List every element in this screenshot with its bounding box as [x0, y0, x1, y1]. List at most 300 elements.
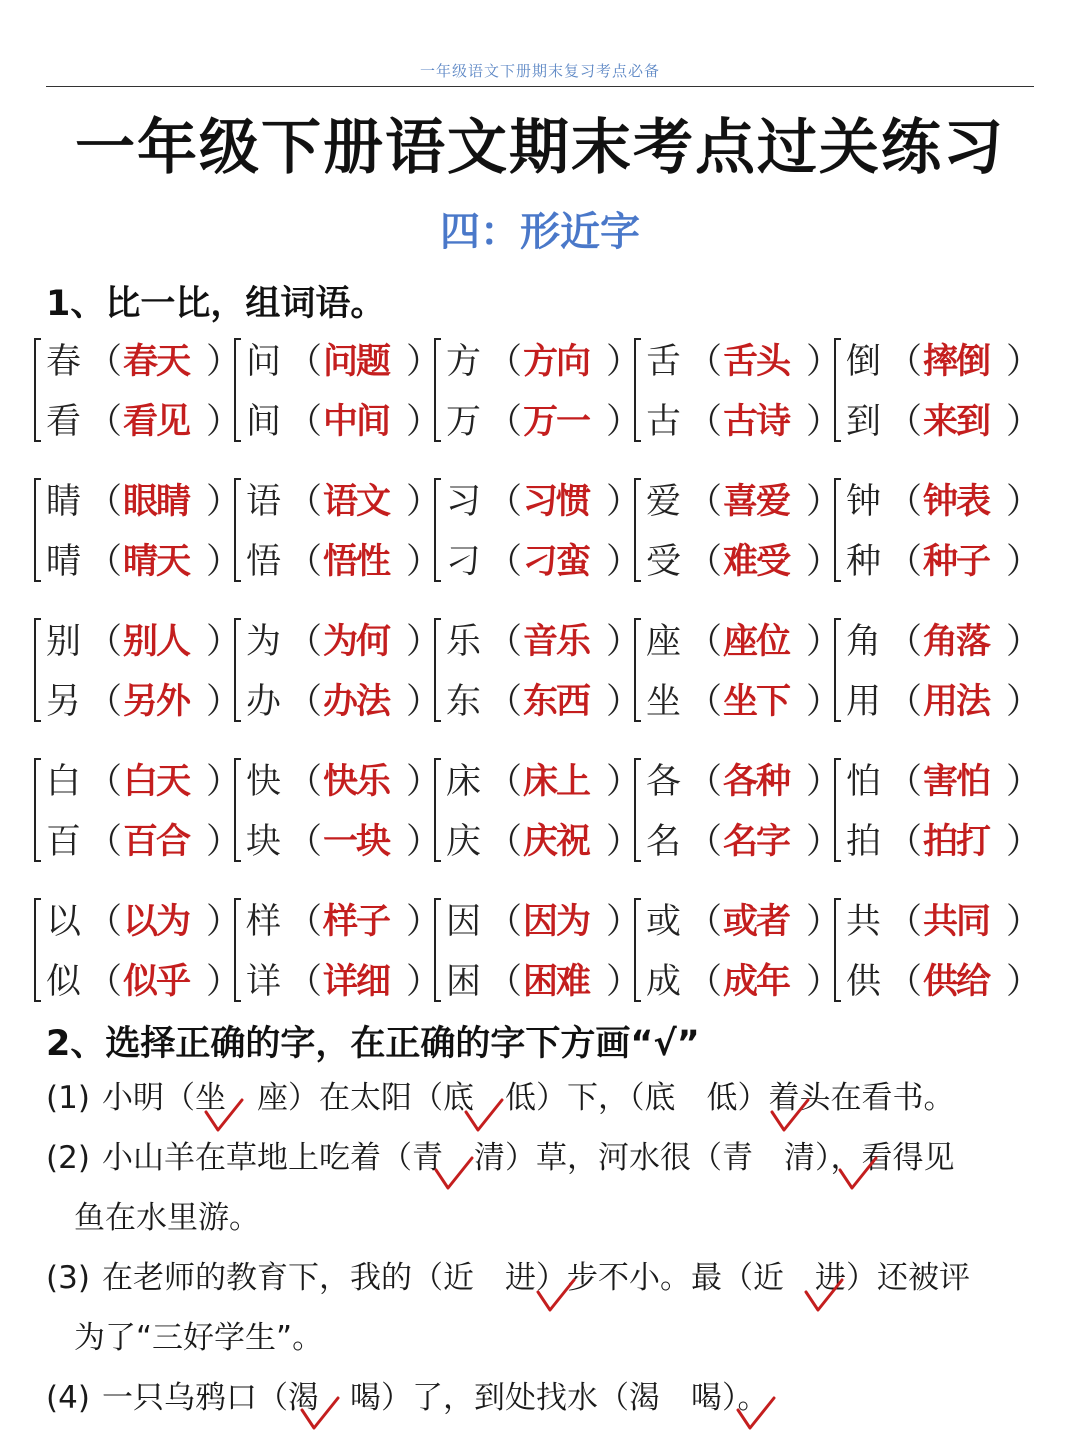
open-paren: （ [686, 482, 722, 522]
word-pair [434, 612, 641, 732]
base-character: 受 [646, 542, 682, 582]
section2-heading: 2、选择正确的字，在正确的字下方画“√” [46, 1024, 700, 1064]
bracket [834, 758, 841, 862]
answer-word: 为何 [323, 622, 390, 662]
word-pair [634, 472, 841, 592]
open-paren: （ [486, 402, 522, 442]
answer-word: 问题 [323, 342, 390, 382]
pair-line [646, 392, 842, 452]
base-character: 以 [46, 902, 82, 942]
open-paren: （ [486, 902, 522, 942]
close-paren: ） [1005, 902, 1041, 942]
answer-word: 别人 [123, 622, 190, 662]
base-character: 习 [446, 482, 482, 522]
answer-word: 角落 [923, 622, 990, 662]
check-mark-icon [734, 1392, 778, 1436]
bracket [634, 898, 641, 1002]
base-character: 困 [446, 962, 482, 1002]
pair-line [246, 672, 442, 732]
base-character: 为 [246, 622, 282, 662]
pair-line [246, 332, 442, 392]
pair-line [646, 752, 842, 812]
open-paren: （ [886, 542, 922, 582]
word-pair [234, 752, 441, 872]
answer-word: 难受 [723, 542, 790, 582]
check-mark-icon [202, 1094, 246, 1138]
answer-word: 用法 [923, 682, 990, 722]
open-paren: （ [286, 542, 322, 582]
word-pair [834, 892, 1041, 1012]
close-paren: ） [605, 342, 641, 382]
word-pair [34, 752, 241, 872]
base-character: 间 [246, 402, 282, 442]
close-paren: ） [205, 962, 241, 1002]
question-text: 为了“三好学生”。 [74, 1320, 324, 1356]
answer-word: 因为 [523, 902, 590, 942]
open-paren: （ [286, 402, 322, 442]
base-character: 庆 [446, 822, 482, 862]
check-mark-icon [836, 1152, 880, 1196]
pair-line [846, 672, 1042, 732]
open-paren: （ [686, 622, 722, 662]
base-character: 万 [446, 402, 482, 442]
close-paren: ） [605, 682, 641, 722]
check-mark-icon [462, 1094, 506, 1138]
answer-word: 困难 [523, 962, 590, 1002]
answer-word: 百合 [123, 822, 190, 862]
word-pair [34, 892, 241, 1012]
pair-line [446, 892, 642, 952]
close-paren: ） [805, 682, 841, 722]
open-paren: （ [486, 762, 522, 802]
question-text: 小山羊在草地上吃着（青 清）草，河水很（青 清），看得见 [102, 1140, 955, 1176]
question-text: 鱼在水里游。 [74, 1200, 260, 1236]
pair-line [646, 672, 842, 732]
answer-word: 供给 [923, 962, 990, 1002]
answer-word: 来到 [923, 402, 990, 442]
answer-word: 看见 [123, 402, 190, 442]
question-2 [46, 1128, 1036, 1188]
close-paren: ） [1005, 682, 1041, 722]
open-paren: （ [886, 402, 922, 442]
base-character: 或 [646, 902, 682, 942]
bracket [34, 758, 41, 862]
close-paren: ） [1005, 342, 1041, 382]
bracket [634, 478, 641, 582]
bracket [834, 618, 841, 722]
open-paren: （ [686, 902, 722, 942]
check-mark-icon [432, 1152, 476, 1196]
base-character: 详 [246, 962, 282, 1002]
answer-word: 各种 [723, 762, 790, 802]
close-paren: ） [1005, 822, 1041, 862]
pair-line [446, 752, 642, 812]
base-character: 样 [246, 902, 282, 942]
close-paren: ） [405, 342, 441, 382]
pair-line [446, 532, 642, 592]
close-paren: ） [605, 482, 641, 522]
question-2-continued [74, 1188, 1064, 1248]
word-pair [434, 752, 641, 872]
base-character: 睛 [46, 482, 82, 522]
base-character: 各 [646, 762, 682, 802]
answer-word: 似乎 [123, 962, 190, 1002]
question-number: (2) [46, 1140, 90, 1176]
bracket [834, 898, 841, 1002]
open-paren: （ [886, 622, 922, 662]
bracket [34, 338, 41, 442]
word-pair [834, 472, 1041, 592]
answer-word: 东西 [523, 682, 590, 722]
open-paren: （ [886, 962, 922, 1002]
base-character: 倒 [846, 342, 882, 382]
bracket [34, 478, 41, 582]
answer-word: 方向 [523, 342, 590, 382]
pair-line [446, 612, 642, 672]
open-paren: （ [286, 962, 322, 1002]
open-paren: （ [486, 482, 522, 522]
answer-word: 春天 [123, 342, 190, 382]
word-pair [234, 472, 441, 592]
answer-word: 快乐 [323, 762, 390, 802]
pair-line [246, 952, 442, 1012]
open-paren: （ [486, 682, 522, 722]
base-character: 刁 [446, 542, 482, 582]
open-paren: （ [686, 822, 722, 862]
open-paren: （ [886, 682, 922, 722]
answer-word: 成年 [723, 962, 790, 1002]
open-paren: （ [886, 902, 922, 942]
word-pair [834, 752, 1041, 872]
open-paren: （ [286, 682, 322, 722]
bracket [234, 618, 241, 722]
pair-line [246, 752, 442, 812]
answer-word: 习惯 [523, 482, 590, 522]
word-pair [434, 472, 641, 592]
close-paren: ） [205, 762, 241, 802]
pair-line [246, 612, 442, 672]
bracket [634, 618, 641, 722]
answer-word: 摔倒 [923, 342, 990, 382]
close-paren: ） [205, 822, 241, 862]
close-paren: ） [205, 342, 241, 382]
pair-line [246, 532, 442, 592]
base-character: 乐 [446, 622, 482, 662]
base-character: 爱 [646, 482, 682, 522]
base-character: 东 [446, 682, 482, 722]
check-mark-icon [802, 1274, 846, 1318]
open-paren: （ [86, 682, 122, 722]
close-paren: ） [805, 622, 841, 662]
check-mark-icon [534, 1274, 578, 1318]
open-paren: （ [486, 622, 522, 662]
base-character: 怕 [846, 762, 882, 802]
answer-word: 刁蛮 [523, 542, 590, 582]
answer-word: 一块 [323, 822, 390, 862]
word-pair [234, 892, 441, 1012]
close-paren: ） [405, 962, 441, 1002]
word-pair [834, 612, 1041, 732]
close-paren: ） [405, 482, 441, 522]
question-text: 小明（坐 座）在太阳（底 低）下，（底 低）着头在看书。 [102, 1080, 955, 1116]
header-divider [46, 86, 1034, 87]
answer-word: 喜爱 [723, 482, 790, 522]
open-paren: （ [86, 962, 122, 1002]
answer-word: 座位 [723, 622, 790, 662]
word-pair-grid [34, 332, 1041, 1012]
base-character: 古 [646, 402, 682, 442]
base-character: 到 [846, 402, 882, 442]
bracket [434, 338, 441, 442]
answer-word: 语文 [323, 482, 390, 522]
question-text: 一只乌鸦口（渴 喝）了，到处找水（渴 喝）。 [102, 1380, 769, 1416]
pair-line [846, 332, 1042, 392]
pair-line [846, 952, 1042, 1012]
pair-line [446, 812, 642, 872]
close-paren: ） [805, 342, 841, 382]
word-pair [634, 892, 841, 1012]
base-character: 因 [446, 902, 482, 942]
open-paren: （ [686, 542, 722, 582]
pair-line [846, 752, 1042, 812]
pair-line [246, 892, 442, 952]
open-paren: （ [286, 342, 322, 382]
base-character: 另 [46, 682, 82, 722]
pair-line [46, 472, 242, 532]
pair-line [446, 672, 642, 732]
base-character: 供 [846, 962, 882, 1002]
check-mark-icon [768, 1094, 812, 1138]
bracket [434, 758, 441, 862]
close-paren: ） [205, 622, 241, 662]
pair-line [846, 612, 1042, 672]
question-1 [46, 1068, 1036, 1128]
base-character: 春 [46, 342, 82, 382]
base-character: 块 [246, 822, 282, 862]
pair-line [446, 392, 642, 452]
close-paren: ） [205, 402, 241, 442]
base-character: 用 [846, 682, 882, 722]
bracket [434, 618, 441, 722]
close-paren: ） [405, 622, 441, 662]
open-paren: （ [886, 762, 922, 802]
bracket [634, 338, 641, 442]
close-paren: ） [1005, 482, 1041, 522]
answer-word: 眼睛 [123, 482, 190, 522]
base-character: 快 [246, 762, 282, 802]
bracket [34, 898, 41, 1002]
base-character: 种 [846, 542, 882, 582]
close-paren: ） [405, 542, 441, 582]
close-paren: ） [405, 762, 441, 802]
answer-word: 悟性 [323, 542, 390, 582]
close-paren: ） [405, 682, 441, 722]
question-number: (1) [46, 1080, 90, 1116]
pair-line [646, 332, 842, 392]
pair-line [46, 532, 242, 592]
base-character: 成 [646, 962, 682, 1002]
close-paren: ） [405, 402, 441, 442]
base-character: 舌 [646, 342, 682, 382]
pair-line [46, 752, 242, 812]
word-pair [434, 892, 641, 1012]
question-text: 在老师的教育下，我的（近 进）步不小。最（近 进）还被评 [102, 1260, 970, 1296]
bracket [834, 478, 841, 582]
close-paren: ） [605, 402, 641, 442]
open-paren: （ [86, 822, 122, 862]
open-paren: （ [486, 542, 522, 582]
answer-word: 详细 [323, 962, 390, 1002]
word-pair [434, 332, 641, 452]
open-paren: （ [686, 342, 722, 382]
open-paren: （ [86, 482, 122, 522]
bracket [634, 758, 641, 862]
bracket [234, 338, 241, 442]
close-paren: ） [1005, 962, 1041, 1002]
open-paren: （ [86, 402, 122, 442]
open-paren: （ [286, 482, 322, 522]
base-character: 百 [46, 822, 82, 862]
base-character: 座 [646, 622, 682, 662]
close-paren: ） [205, 542, 241, 582]
open-paren: （ [686, 682, 722, 722]
close-paren: ） [1005, 542, 1041, 582]
word-pair [34, 472, 241, 592]
close-paren: ） [605, 902, 641, 942]
answer-word: 共同 [923, 902, 990, 942]
answer-word: 害怕 [923, 762, 990, 802]
open-paren: （ [86, 622, 122, 662]
base-character: 语 [246, 482, 282, 522]
section1-heading: 1、比一比，组词语。 [46, 284, 386, 324]
open-paren: （ [486, 822, 522, 862]
close-paren: ） [405, 902, 441, 942]
close-paren: ） [805, 962, 841, 1002]
answer-word: 以为 [123, 902, 190, 942]
base-character: 共 [846, 902, 882, 942]
open-paren: （ [86, 542, 122, 582]
close-paren: ） [205, 902, 241, 942]
open-paren: （ [86, 342, 122, 382]
pair-line [446, 952, 642, 1012]
word-pair [234, 332, 441, 452]
base-character: 方 [446, 342, 482, 382]
open-paren: （ [86, 902, 122, 942]
pair-line [446, 332, 642, 392]
open-paren: （ [486, 342, 522, 382]
open-paren: （ [86, 762, 122, 802]
pair-line [246, 472, 442, 532]
question-number: (4) [46, 1380, 90, 1416]
close-paren: ） [805, 822, 841, 862]
close-paren: ） [805, 542, 841, 582]
bracket [234, 478, 241, 582]
close-paren: ） [1005, 762, 1041, 802]
base-character: 坐 [646, 682, 682, 722]
bracket [434, 478, 441, 582]
header-caption: 一年级语文下册期末复习考点必备 [419, 62, 660, 80]
word-pair [34, 332, 241, 452]
word-pair [834, 332, 1041, 452]
answer-word: 另外 [123, 682, 190, 722]
close-paren: ） [605, 762, 641, 802]
pair-line [646, 952, 842, 1012]
pair-line [846, 812, 1042, 872]
base-character: 似 [46, 962, 82, 1002]
pair-line [46, 392, 242, 452]
page-title: 一年级下册语文期末考点过关练习 [75, 113, 1005, 183]
close-paren: ） [805, 482, 841, 522]
answer-word: 钟表 [923, 482, 990, 522]
pair-line [646, 612, 842, 672]
close-paren: ） [205, 682, 241, 722]
close-paren: ） [1005, 622, 1041, 662]
pair-line [246, 392, 442, 452]
base-character: 钟 [846, 482, 882, 522]
answer-word: 晴天 [123, 542, 190, 582]
pair-line [246, 812, 442, 872]
close-paren: ） [605, 542, 641, 582]
open-paren: （ [486, 962, 522, 1002]
pair-line [846, 532, 1042, 592]
pair-line [46, 812, 242, 872]
check-mark-icon [298, 1392, 342, 1436]
answer-word: 床上 [523, 762, 590, 802]
pair-line [846, 472, 1042, 532]
pair-line [46, 332, 242, 392]
answer-word: 样子 [323, 902, 390, 942]
pair-line [646, 812, 842, 872]
base-character: 悟 [246, 542, 282, 582]
close-paren: ） [605, 622, 641, 662]
bracket [234, 758, 241, 862]
base-character: 看 [46, 402, 82, 442]
pair-line [46, 952, 242, 1012]
answer-word: 中间 [323, 402, 390, 442]
answer-word: 种子 [923, 542, 990, 582]
bracket [34, 618, 41, 722]
open-paren: （ [286, 622, 322, 662]
answer-word: 庆祝 [523, 822, 590, 862]
close-paren: ） [205, 482, 241, 522]
bracket [834, 338, 841, 442]
open-paren: （ [286, 902, 322, 942]
word-pair [634, 612, 841, 732]
pair-line [46, 612, 242, 672]
bracket [434, 898, 441, 1002]
answer-word: 坐下 [723, 682, 790, 722]
pair-line [646, 892, 842, 952]
word-pair [34, 612, 241, 732]
question-number: (3) [46, 1260, 90, 1296]
base-character: 晴 [46, 542, 82, 582]
close-paren: ） [605, 822, 641, 862]
close-paren: ） [805, 762, 841, 802]
page-subtitle: 四：形近字 [440, 209, 640, 255]
base-character: 角 [846, 622, 882, 662]
base-character: 问 [246, 342, 282, 382]
answer-word: 拍打 [923, 822, 990, 862]
open-paren: （ [686, 762, 722, 802]
base-character: 床 [446, 762, 482, 802]
pair-line [846, 392, 1042, 452]
answer-word: 音乐 [523, 622, 590, 662]
open-paren: （ [886, 482, 922, 522]
close-paren: ） [805, 902, 841, 942]
base-character: 白 [46, 762, 82, 802]
word-pair [234, 612, 441, 732]
pair-line [846, 892, 1042, 952]
